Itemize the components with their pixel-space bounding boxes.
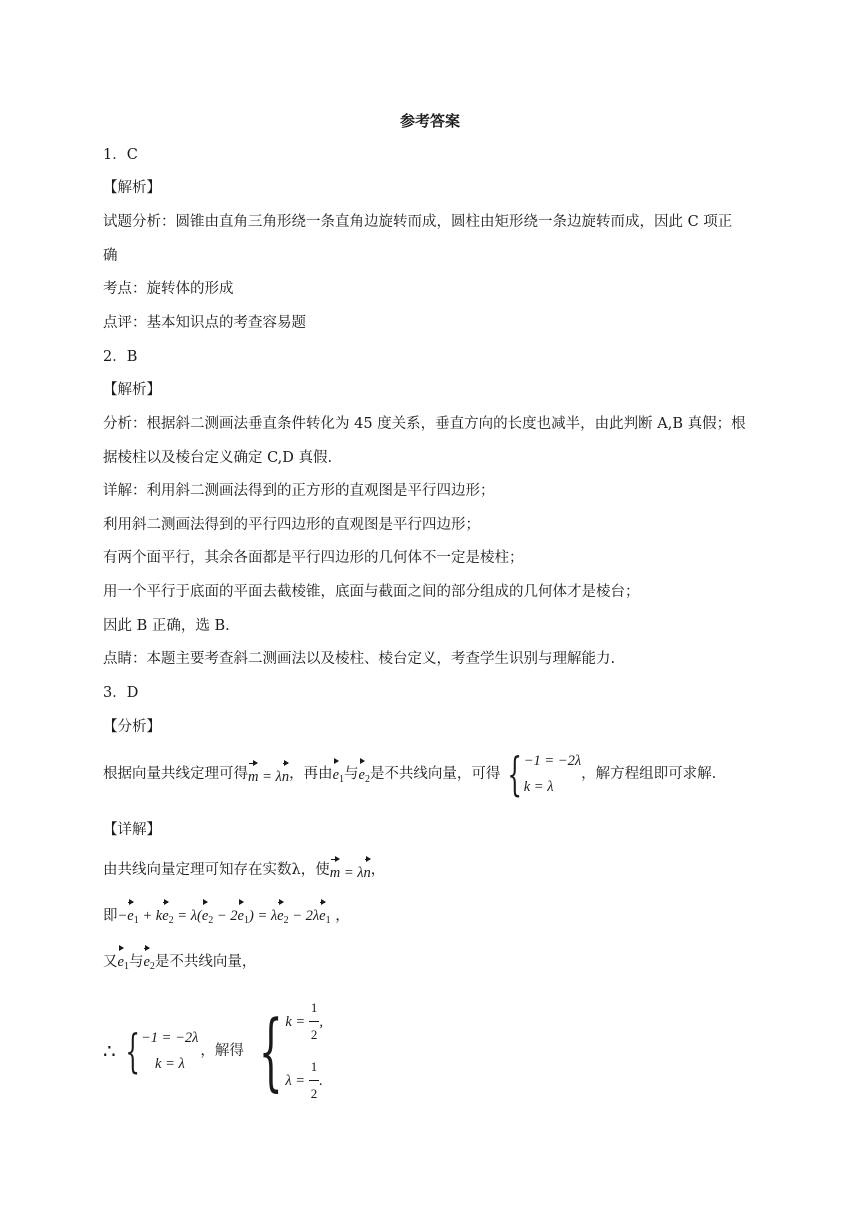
q2-detail-4: 用一个平行于底面的平面去截棱锥，底面与截面之间的部分组成的几何体才是棱台；: [103, 584, 640, 600]
q3-fenxi-heading: 【分析】: [103, 719, 161, 735]
q2-conclusion: 因此 B 正确，选 B.: [103, 618, 230, 634]
q1-analysis-line2: 确: [103, 248, 118, 264]
q3-detail-line1-text: 由共线向量定理可知存在实数λ，使: [103, 862, 330, 878]
q3-fenxi-text-2: ，再由: [289, 766, 333, 782]
q3-detail-line3-t1: 又: [103, 953, 118, 970]
q3-detail-line1: 由共线向量定理可知存在实数λ，使 m = λn ，: [103, 857, 385, 883]
q3-xiangjie-heading: 【详解】: [103, 822, 161, 838]
q2-label: 2．B: [103, 349, 138, 365]
q3-detail-line2: 即 $-e_1 + ke_2 = \lambda(e_2 - 2e_1) = \lambda e_2 - 2\lambda e_1$ ，: [103, 900, 350, 931]
q1-jiexi-heading: 【解析】: [103, 180, 161, 196]
q1-dianping: 点评：基本知识点的考查容易题: [103, 315, 306, 331]
q3-fenxi-text-5: ，解方程组即可求解.: [581, 766, 717, 782]
q3-detail-line3-t2: 与: [128, 953, 144, 970]
therefore-symbol: ∴: [103, 1039, 116, 1063]
left-brace-icon-2: {: [125, 1024, 140, 1078]
vector-e2: $e_2$: [359, 759, 370, 790]
q3-fenxi-text-1: 根据向量共线定理可得: [103, 766, 248, 782]
page-title: 参考答案: [399, 112, 460, 130]
left-brace-icon: {: [507, 747, 523, 801]
q2-dianjing: 点睛：本题主要考查斜二测画法以及棱柱、棱台定义，考查学生识别与理解能力.: [103, 651, 616, 667]
jiede-text: ，解得: [200, 1043, 244, 1059]
q3-label: 3．D: [103, 685, 139, 701]
formula-m-eq-lambda-n: m = λn: [248, 761, 289, 787]
q3-detail-line3-t3: 是不共线向量，: [154, 953, 257, 970]
q3-detail-line3: [103, 946, 256, 977]
q3-solution-line: [103, 995, 323, 1107]
q2-detail-3: 有两个面平行，其余各面都是平行四边形的几何体不一定是棱柱；: [103, 550, 524, 566]
q1-label: 1．C: [103, 147, 138, 163]
solution-system: { k = $\frac{1}{2}$ , λ = $\frac{1}{2}$ .: [244, 995, 323, 1107]
q2-jiexi-heading: 【解析】: [103, 382, 161, 398]
vector-e2-b: $e_2$: [143, 946, 154, 977]
vector-e1: $e_1$: [333, 759, 344, 790]
q3-detail-line2-prefix: 即: [103, 907, 118, 924]
formula-m-eq-lambda-n-2: m = λn: [330, 857, 371, 883]
q2-detail-2: 利用斜二测画法得到的平行四边形的直观图是平行四边形；: [103, 517, 480, 533]
equation-system-1: { −1 = −2λ k = λ: [507, 747, 582, 801]
formula-expansion: $-e_1 + ke_2 = \lambda(e_2 - 2e_1) = \lambda e_2 - 2\lambda e_1$: [118, 900, 331, 931]
q3-fenxi-text-4: 是不共线向量，可得: [369, 766, 501, 782]
vector-e1-b: $e_1$: [118, 946, 129, 977]
left-brace-icon-3: {: [258, 1002, 283, 1100]
q3-fenxi-text-3: 与: [344, 766, 359, 782]
q1-kaodian: 考点：旋转体的形成: [103, 281, 234, 297]
q2-fenxi-line2: 据棱柱以及棱台定义确定 C,D 真假.: [103, 450, 333, 466]
q2-fenxi-line1: 分析：根据斜二测画法垂直条件转化为 45 度关系，垂直方向的长度也减半，由此判断 A,B 真假；根: [103, 416, 746, 432]
q2-detail-1: 详解：利用斜二测画法得到的正方形的直观图是平行四边形；: [103, 483, 495, 499]
q3-fenxi-line: [103, 748, 716, 800]
q1-analysis-line1: 试题分析：圆锥由直角三角形绕一条直角边旋转而成，圆柱由矩形绕一条边旋转而成，因此 C 项正: [103, 214, 733, 230]
equation-system-2: { −1 = −2λ k = λ: [125, 1024, 199, 1078]
